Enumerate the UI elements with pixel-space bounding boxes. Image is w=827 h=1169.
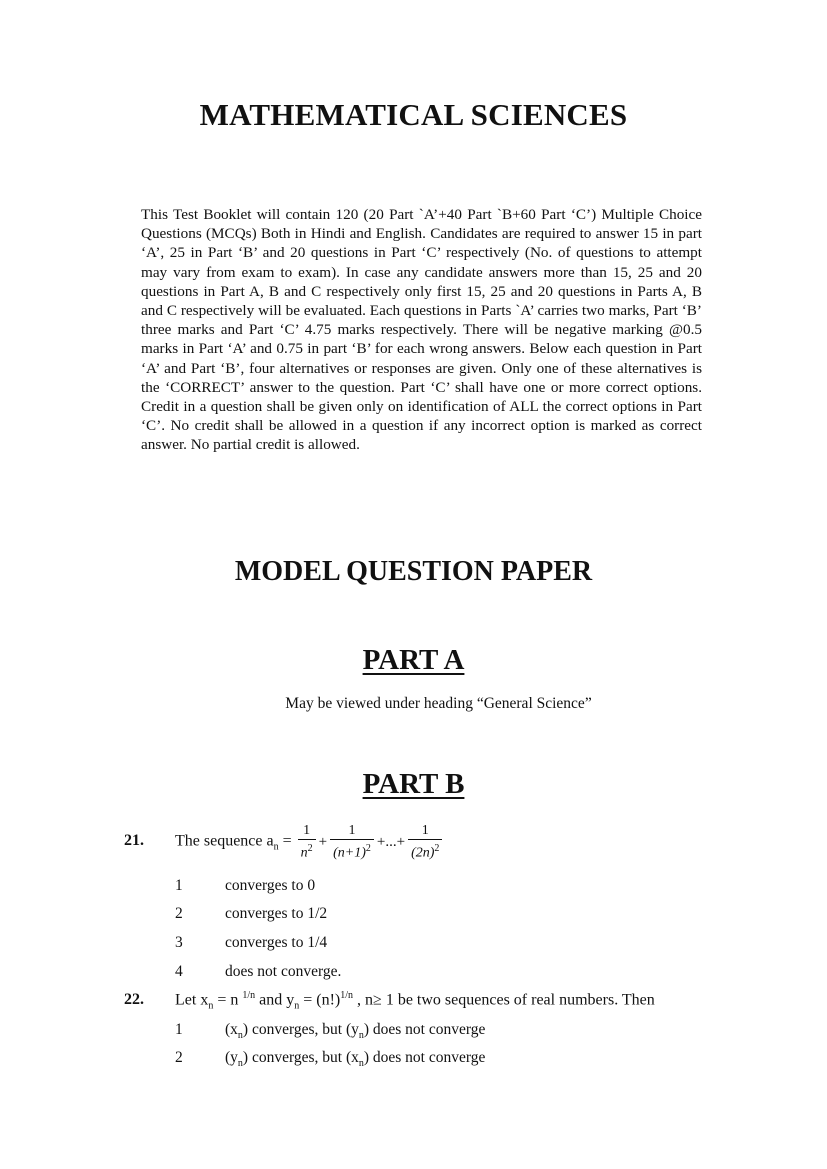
ellipsis-operator: +...+ (376, 833, 406, 850)
text-segment: , n≥ 1 be two sequences of real numbers. Then (353, 991, 655, 1009)
question-lead: The sequence a (175, 832, 274, 850)
text-segment: (x (225, 1021, 238, 1038)
subscript: n (208, 1000, 214, 1012)
plus-operator: + (318, 833, 328, 850)
text-segment: ) does not converge (363, 1049, 486, 1066)
numerator: 1 (421, 823, 429, 838)
part-a-title: PART A (362, 644, 465, 676)
denominator (408, 839, 442, 862)
subscript: n (358, 1030, 364, 1042)
option-number: 1 (175, 1021, 183, 1038)
superscript: 2 (307, 843, 313, 854)
superscript: 2 (365, 843, 371, 854)
subscript: n (237, 1058, 243, 1070)
option-number: 2 (175, 905, 183, 922)
text-segment: ) does not converge (363, 1021, 486, 1038)
text-segment: = (n!) (299, 991, 341, 1009)
option-text: converges to 0 (225, 877, 316, 894)
subscript: n (358, 1058, 364, 1070)
denominator-text: (n+1) (333, 845, 366, 861)
subscript: n (237, 1030, 243, 1042)
text-segment: (y (225, 1049, 238, 1066)
option-number: 3 (175, 934, 183, 951)
denominator-text: n (300, 845, 308, 861)
denominator (298, 839, 316, 862)
text-segment: and y (255, 991, 295, 1009)
option-number: 4 (175, 963, 183, 980)
denominator (330, 839, 374, 862)
part-a-note: May be viewed under heading “General Science” (285, 695, 592, 712)
option-text: converges to 1/2 (225, 905, 328, 922)
option-text: converges to 1/4 (225, 934, 328, 951)
text-segment: = n (213, 991, 243, 1009)
fraction-2 (330, 822, 374, 862)
page-title: MATHEMATICAL SCIENCES (199, 97, 628, 132)
option-text: does not converge. (225, 963, 342, 980)
question-text (175, 990, 655, 1012)
option-number: 1 (175, 877, 183, 894)
superscript: 2 (434, 843, 440, 854)
superscript: 1/n (242, 990, 256, 1001)
denominator-text: (2n) (411, 845, 435, 861)
model-paper-title: MODEL QUESTION PAPER (234, 556, 593, 587)
numerator: 1 (303, 823, 311, 838)
subscript: n (273, 841, 279, 853)
subscript: n (294, 1000, 300, 1012)
option-text (225, 1021, 485, 1041)
option-number: 2 (175, 1049, 183, 1066)
text-segment: ) converges, but (x (242, 1049, 359, 1066)
part-b-title: PART B (362, 768, 465, 800)
text-segment: ) converges, but (y (242, 1021, 359, 1038)
fraction-1 (298, 822, 316, 862)
option-text (225, 1049, 485, 1069)
question-number: 21. (124, 832, 144, 849)
question-text (175, 822, 444, 862)
superscript: 1/n (340, 990, 354, 1001)
text-segment: Let x (175, 991, 209, 1009)
question-number: 22. (124, 991, 144, 1008)
instructions-paragraph: This Test Booklet will contain 120 (20 Part `A’+40 Part `B+60 Part ‘C’) Multiple Choice Questions (MCQs) Both in Hindi and English. Candidates are required to answer 15 in part ‘A’, 25 in Part ‘B’ and 20 questions in Part ‘C’ respectively (No. of questions to attempt may vary from exam to exam). In case any candidate answers more than 15, 25 and 20 questions in Part A, B and C respectively only first 15, 25 and 20 questions in Parts A, B and C respectively will be evaluated. Each questions in Parts `A’ carries two marks, Part ‘B’ three marks and Part ‘C’ 4.75 marks respectively. There will be negative marking @0.5 marks in Part ‘A’ and 0.75 in part ‘B’ for each wrong answers. Below each question in Part ‘A’ and Part ‘B’, four alternatives or responses are given. Only one of these alternatives is the ‘CORRECT’ answer to the question. Part ‘C’ shall have one or more correct options. Credit in a question shall be given only on identification of ALL the correct options in Part ‘C’. No credit shall be allowed in a question if any incorrect option is marked as correct answer. No partial credit is allowed. (141, 206, 702, 454)
fraction-3 (408, 822, 442, 862)
equals: = (278, 832, 296, 850)
numerator: 1 (348, 823, 356, 838)
